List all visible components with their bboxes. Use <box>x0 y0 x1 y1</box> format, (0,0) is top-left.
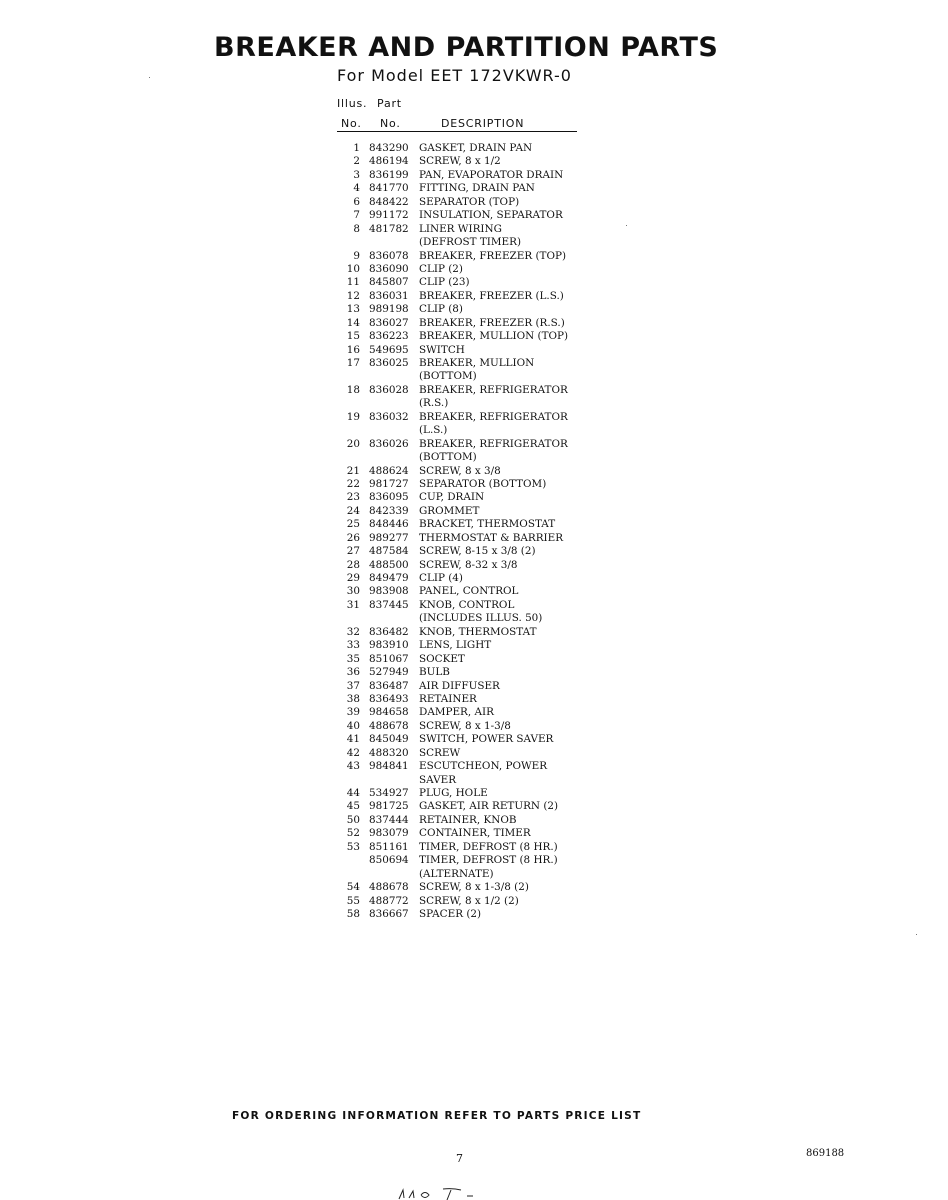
header-rule <box>337 131 577 132</box>
illus-number: 41 <box>346 733 360 746</box>
part-number: 488320 <box>369 746 409 759</box>
parts-row <box>336 612 596 625</box>
illus-number: 14 <box>346 316 360 329</box>
parts-row <box>336 397 596 410</box>
illus-number <box>336 370 369 383</box>
part-description: BREAKER, FREEZER (TOP) <box>419 249 567 262</box>
illus-number: 45 <box>346 800 360 813</box>
parts-row <box>336 344 596 357</box>
illus-number: 44 <box>346 787 360 799</box>
parts-row <box>336 814 596 827</box>
illus-number: 13 <box>346 303 360 316</box>
illus-number: 52 <box>346 827 360 840</box>
part-description: LINER WIRING <box>419 222 502 235</box>
parts-row <box>336 895 596 908</box>
part-number: 836031 <box>369 289 409 302</box>
part-number: 981727 <box>369 477 409 490</box>
illus-number: 25 <box>346 518 360 531</box>
part-number: 983910 <box>369 639 409 652</box>
illus-number: 28 <box>346 558 360 571</box>
parts-row <box>336 465 596 478</box>
part-description: PANEL, CONTROL <box>419 585 519 598</box>
ordering-note: FOR ORDERING INFORMATION REFER TO PARTS PRICE LIST <box>232 1110 642 1122</box>
parts-row <box>336 666 596 679</box>
part-description: SCREW <box>419 746 461 759</box>
illus-number: 26 <box>346 531 360 544</box>
model-subtitle: For Model EET 172VKWR-0 <box>337 66 572 85</box>
part-number: 836027 <box>369 316 409 329</box>
part-description: TIMER, DEFROST (8 HR.) <box>419 854 558 867</box>
part-description: (DEFROST TIMER) <box>419 236 522 249</box>
illus-number: 3 <box>353 168 360 181</box>
part-description: KNOB, CONTROL <box>419 598 515 611</box>
part-number: 989198 <box>369 303 409 316</box>
part-number: 487584 <box>369 545 409 558</box>
part-description: SPACER (2) <box>419 907 482 920</box>
part-number: 836493 <box>369 692 409 705</box>
part-description: BREAKER, MULLION (TOP) <box>419 330 569 343</box>
part-number: 836223 <box>369 330 409 343</box>
part-number: 845807 <box>369 276 409 289</box>
header-no-part: No. <box>380 117 401 130</box>
parts-row <box>336 303 596 316</box>
part-number: 488678 <box>369 719 409 732</box>
part-description: INSULATION, SEPARATOR <box>419 209 563 222</box>
parts-row <box>336 841 596 854</box>
parts-row <box>336 559 596 572</box>
parts-row <box>336 572 596 585</box>
parts-row <box>336 478 596 491</box>
parts-row <box>336 747 596 760</box>
parts-row <box>336 250 596 263</box>
part-number: 488772 <box>369 894 409 907</box>
part-description: SCREW, 8 x 1/2 <box>419 155 501 168</box>
part-number: 836095 <box>369 491 409 504</box>
part-description: TIMER, DEFROST (8 HR.) <box>419 840 558 853</box>
parts-row <box>336 290 596 303</box>
part-description: GASKET, DRAIN PAN <box>419 142 533 154</box>
document-number: 869188 <box>806 1148 845 1159</box>
part-description: BREAKER, MULLION <box>419 357 535 369</box>
parts-row <box>336 142 596 155</box>
parts-row <box>336 908 596 921</box>
part-description: SAVER <box>419 773 457 786</box>
parts-row <box>336 787 596 800</box>
part-description: BREAKER, FREEZER (L.S.) <box>419 289 564 302</box>
part-description: (BOTTOM) <box>419 451 477 464</box>
illus-number: 8 <box>353 222 360 235</box>
part-description: SCREW, 8 x 1-3/8 <box>419 719 511 732</box>
illus-number: 1 <box>353 142 360 154</box>
illus-number <box>336 451 369 464</box>
part-description: SCREW, 8 x 3/8 <box>419 464 501 477</box>
parts-row <box>336 357 596 370</box>
part-number <box>369 868 419 881</box>
illus-number: 55 <box>346 894 360 907</box>
part-description: CLIP (8) <box>419 303 463 316</box>
parts-row <box>336 760 596 773</box>
parts-row <box>336 881 596 894</box>
parts-row <box>336 733 596 746</box>
parts-row <box>336 276 596 289</box>
part-description: PLUG, HOLE <box>419 787 488 799</box>
part-number: 837445 <box>369 598 409 611</box>
part-number: 836482 <box>369 625 409 638</box>
parts-row <box>336 626 596 639</box>
parts-row <box>336 827 596 840</box>
illus-number: 20 <box>346 437 360 450</box>
part-number: 527949 <box>369 666 409 679</box>
illus-number: 12 <box>346 289 360 302</box>
part-description: PAN, EVAPORATOR DRAIN <box>419 168 564 181</box>
parts-row <box>336 545 596 558</box>
part-number: 836026 <box>369 437 409 450</box>
illus-number: 35 <box>346 652 360 665</box>
part-description: AIR DIFFUSER <box>419 679 500 692</box>
illus-number <box>336 236 369 249</box>
parts-row <box>336 411 596 424</box>
illus-number: 39 <box>346 706 360 719</box>
parts-row <box>336 370 596 383</box>
part-number: 981725 <box>369 800 409 813</box>
header-illus: Illus. <box>337 97 368 110</box>
parts-row <box>336 491 596 504</box>
header-description: DESCRIPTION <box>441 117 525 130</box>
part-description: (BOTTOM) <box>419 370 477 383</box>
parts-row <box>336 317 596 330</box>
part-description: GASKET, AIR RETURN (2) <box>419 800 559 813</box>
part-number: 488624 <box>369 464 409 477</box>
parts-row <box>336 263 596 276</box>
part-number: 488500 <box>369 558 409 571</box>
page-number: 7 <box>456 1152 463 1165</box>
part-description: CUP, DRAIN <box>419 491 485 504</box>
parts-list <box>336 142 596 921</box>
parts-row <box>336 518 596 531</box>
illus-number: 18 <box>346 383 360 396</box>
part-number: 534927 <box>369 787 409 799</box>
part-description: CLIP (4) <box>419 572 463 584</box>
part-description: SOCKET <box>419 652 465 665</box>
parts-row <box>336 223 596 236</box>
part-number <box>369 397 419 410</box>
part-number: 850694 <box>369 854 409 867</box>
illus-number <box>336 774 369 787</box>
illus-number: 27 <box>346 545 360 558</box>
part-description: BREAKER, REFRIGERATOR <box>419 383 568 396</box>
illus-number: 15 <box>346 330 360 343</box>
part-number: 837444 <box>369 813 409 826</box>
header-part: Part <box>377 97 402 110</box>
part-description: (ALTERNATE) <box>419 867 494 880</box>
part-description: SEPARATOR (BOTTOM) <box>419 477 547 490</box>
part-description: (L.S.) <box>419 424 448 437</box>
parts-row <box>336 639 596 652</box>
part-number: 841770 <box>369 182 409 195</box>
part-number: 836487 <box>369 679 409 692</box>
parts-row <box>336 653 596 666</box>
illus-number <box>336 854 369 867</box>
illus-number <box>336 397 369 410</box>
part-description: BRACKET, THERMOSTAT <box>419 518 556 531</box>
part-number <box>369 424 419 437</box>
part-description: SCREW, 8-15 x 3/8 (2) <box>419 545 536 558</box>
part-description: THERMOSTAT & BARRIER <box>419 531 564 544</box>
parts-row <box>336 680 596 693</box>
parts-row <box>336 438 596 451</box>
part-number <box>369 236 419 249</box>
illus-number: 43 <box>346 760 360 773</box>
part-number: 842339 <box>369 504 409 517</box>
illus-number <box>336 868 369 881</box>
part-number: 836032 <box>369 410 409 423</box>
part-number: 848422 <box>369 195 409 208</box>
parts-row <box>336 854 596 867</box>
part-number: 989277 <box>369 531 409 544</box>
illus-number: 23 <box>346 491 360 504</box>
parts-row <box>336 800 596 813</box>
parts-row <box>336 451 596 464</box>
parts-row <box>336 774 596 787</box>
illus-number: 40 <box>346 719 360 732</box>
part-number: 984841 <box>369 760 409 773</box>
part-number: 851161 <box>369 840 409 853</box>
illus-number: 11 <box>346 276 360 289</box>
illus-number: 30 <box>346 585 360 598</box>
part-number: 836667 <box>369 907 409 920</box>
illus-number: 50 <box>346 813 360 826</box>
parts-row <box>336 330 596 343</box>
part-number: 488678 <box>369 881 409 894</box>
parts-row <box>336 424 596 437</box>
part-number <box>369 774 419 787</box>
part-number: 486194 <box>369 155 409 168</box>
part-description: BREAKER, FREEZER (R.S.) <box>419 316 565 329</box>
illus-number: 53 <box>346 840 360 853</box>
illus-number <box>336 612 369 625</box>
illus-number: 24 <box>346 504 360 517</box>
illus-number: 19 <box>346 410 360 423</box>
part-number: 836028 <box>369 383 409 396</box>
parts-row <box>336 505 596 518</box>
illus-number: 9 <box>353 249 360 262</box>
part-description: SWITCH <box>419 343 465 356</box>
part-number: 836199 <box>369 168 409 181</box>
part-description: CONTAINER, TIMER <box>419 827 531 840</box>
part-description: RETAINER <box>419 692 477 705</box>
illus-number: 2 <box>353 155 360 168</box>
part-number <box>369 370 419 383</box>
illus-number: 58 <box>346 907 360 920</box>
parts-row <box>336 868 596 881</box>
part-description: BULB <box>419 666 450 679</box>
part-number: 849479 <box>369 572 409 584</box>
part-number: 848446 <box>369 518 409 531</box>
parts-row <box>336 169 596 182</box>
part-description: SCREW, 8 x 1/2 (2) <box>419 894 519 907</box>
part-number: 983908 <box>369 585 409 598</box>
illus-number: 42 <box>346 746 360 759</box>
parts-row <box>336 384 596 397</box>
parts-row <box>336 209 596 222</box>
part-number: 851067 <box>369 652 409 665</box>
part-number: 836078 <box>369 249 409 262</box>
part-description: SCREW, 8 x 1-3/8 (2) <box>419 881 529 894</box>
parts-row <box>336 720 596 733</box>
part-number: 836025 <box>369 357 409 369</box>
part-number: 984658 <box>369 706 409 719</box>
part-description: CLIP (2) <box>419 262 463 275</box>
header-no-illus: No. <box>341 117 362 130</box>
parts-row <box>336 599 596 612</box>
part-number <box>369 612 419 625</box>
illus-number: 33 <box>346 639 360 652</box>
illus-number: 21 <box>346 464 360 477</box>
part-number: 845049 <box>369 733 409 746</box>
part-description: DAMPER, AIR <box>419 706 494 719</box>
illus-number: 36 <box>346 666 360 679</box>
illus-number: 22 <box>346 477 360 490</box>
part-number: 843290 <box>369 142 409 154</box>
illus-number: 37 <box>346 679 360 692</box>
scan-speck <box>916 934 917 935</box>
illus-number: 17 <box>346 357 360 369</box>
parts-row <box>336 236 596 249</box>
part-description: FITTING, DRAIN PAN <box>419 182 535 195</box>
part-number: 836090 <box>369 262 409 275</box>
illus-number: 16 <box>346 343 360 356</box>
illus-number: 38 <box>346 692 360 705</box>
parts-row <box>336 532 596 545</box>
handwritten-mark <box>395 1186 505 1200</box>
illus-number <box>336 424 369 437</box>
part-number: 991172 <box>369 209 409 222</box>
illus-number: 32 <box>346 625 360 638</box>
illus-number: 29 <box>346 572 360 584</box>
part-number <box>369 451 419 464</box>
part-description: ESCUTCHEON, POWER <box>419 760 548 773</box>
part-number: 481782 <box>369 222 409 235</box>
part-number: 549695 <box>369 343 409 356</box>
illus-number: 4 <box>353 182 360 195</box>
parts-row <box>336 585 596 598</box>
parts-row <box>336 182 596 195</box>
parts-row <box>336 693 596 706</box>
illus-number: 10 <box>346 262 360 275</box>
part-description: BREAKER, REFRIGERATOR <box>419 410 568 423</box>
part-description: SEPARATOR (TOP) <box>419 195 520 208</box>
part-number: 983079 <box>369 827 409 840</box>
illus-number: 54 <box>346 881 360 894</box>
parts-row <box>336 196 596 209</box>
scan-speck <box>149 77 150 78</box>
scan-speck <box>626 225 627 226</box>
illus-number: 7 <box>353 209 360 222</box>
part-description: (INCLUDES ILLUS. 50) <box>419 612 543 625</box>
part-description: SWITCH, POWER SAVER <box>419 733 554 746</box>
part-description: CLIP (23) <box>419 276 470 289</box>
part-description: GROMMET <box>419 504 480 517</box>
part-description: SCREW, 8-32 x 3/8 <box>419 558 518 571</box>
part-description: RETAINER, KNOB <box>419 813 517 826</box>
part-description: BREAKER, REFRIGERATOR <box>419 437 568 450</box>
page-title: BREAKER AND PARTITION PARTS <box>214 32 719 63</box>
illus-number: 31 <box>346 598 360 611</box>
illus-number: 6 <box>353 195 360 208</box>
part-description: KNOB, THERMOSTAT <box>419 625 537 638</box>
part-description: LENS, LIGHT <box>419 639 492 652</box>
part-description: (R.S.) <box>419 397 449 410</box>
parts-row <box>336 155 596 168</box>
parts-row <box>336 706 596 719</box>
